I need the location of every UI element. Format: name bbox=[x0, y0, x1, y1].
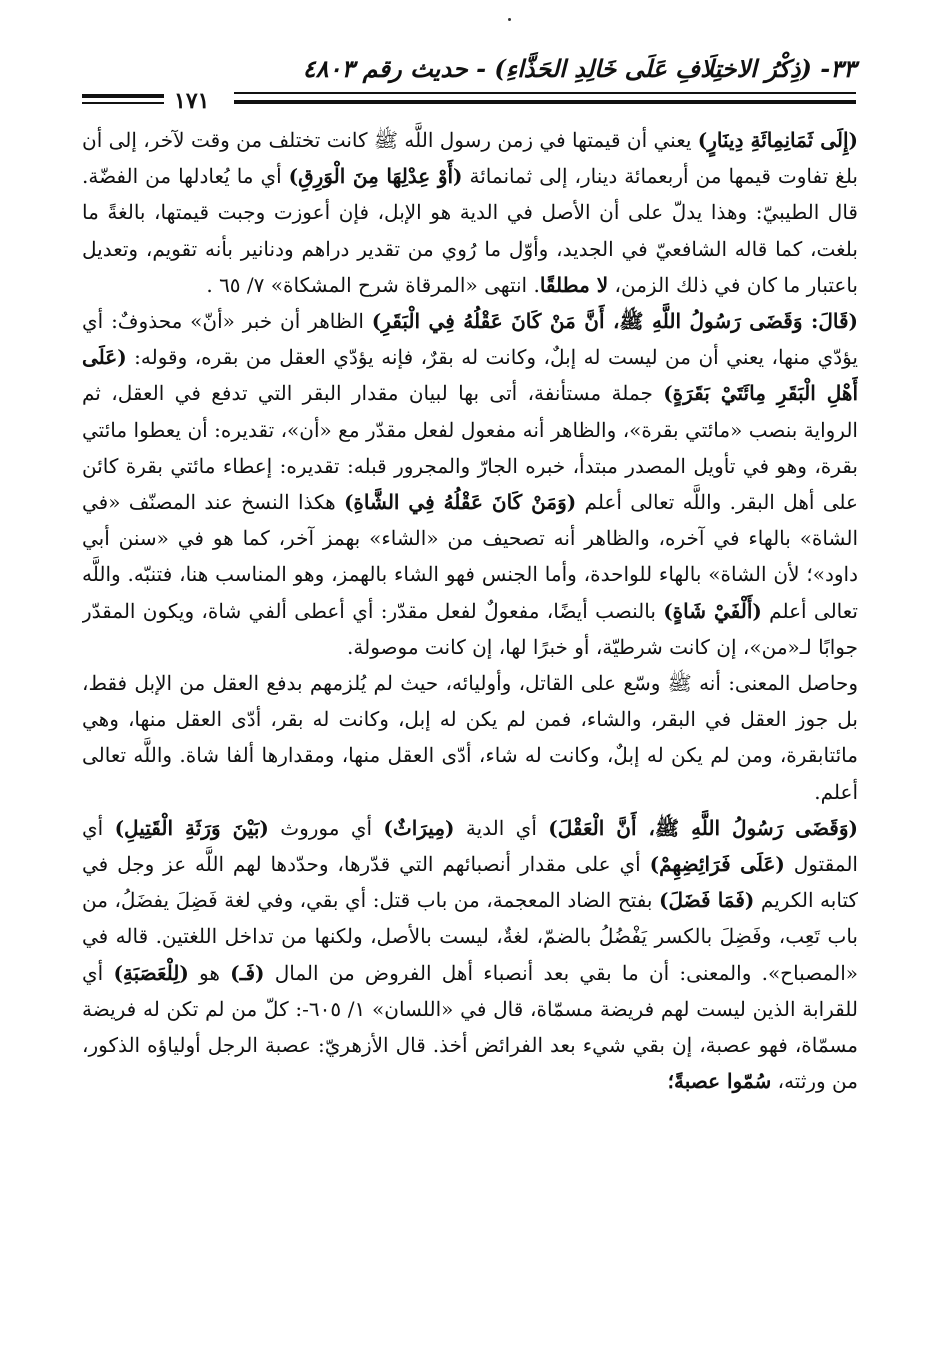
paragraph bbox=[82, 122, 858, 303]
page-number: ١٧١ bbox=[174, 88, 210, 114]
page-speck bbox=[508, 18, 511, 21]
commentary-text: أي المقتول bbox=[82, 815, 858, 877]
commentary-text: أي موروث bbox=[268, 815, 384, 840]
quoted-hadith-text: (مِيرَاثٌ) bbox=[383, 815, 455, 840]
quoted-hadith-text: (بَيْنَ وَرَثَةِ الْقَتِيلِ) bbox=[114, 815, 269, 840]
commentary-text: أي للقرابة الذين ليست لهم فريضة مسمّاة، قال في «اللسان» ١/ ٦٠٥-: كلّ من لم تكن له فريضة مسمّاة، فهو عصبة، إن بقي شيء بعد الفرائض أخذ. قال الأزهريّ: عصبة الرجل أولياؤه الذكور، من ورثته، bbox=[82, 960, 858, 1094]
header-rule-right-thick bbox=[234, 100, 856, 104]
paragraph bbox=[82, 810, 858, 1100]
commentary-text: جملة مستأنفة، أتى بها لبيان مقدار البقر التي تدفع في العقل، ثم الرواية بنصب «مائتي بقرة»، والظاهر أنه مفعول لفعل مقدّر مع «أن»، تقديره: أن يعطوا مائتي بقرة، وهو في تأويل المصدر مبتدأ، خبره الجارّ والمجرور قبله: تقديره: إعطاء مائتي بقرة كائن على أهل البقر. واللَّه تعالى أعلم bbox=[82, 381, 858, 515]
header-title: ٣٣- (ذِكْرُ الاختِلَافِ عَلَى خَالِدِ الحَذَّاءِ) - حديث رقم ٤٨٠٣ bbox=[302, 54, 856, 83]
quoted-hadith-text: (فَـ) bbox=[230, 960, 265, 985]
quoted-hadith-text: سُمّوا عصبةً؛ bbox=[667, 1069, 772, 1094]
commentary-text: أي الدية bbox=[454, 815, 549, 840]
commentary-text: الظاهر أن خبر «أنّ» محذوفٌ: أي يؤدّي منها، يعني أن من ليست له إبلٌ، وكانت له بقرٌ، فإنه يؤدّي العقل من بقره، وقوله: bbox=[82, 309, 858, 370]
quoted-hadith-text: (إِلَى ثَمَانِمِائَةِ دِينَارٍ) bbox=[697, 128, 858, 152]
commentary-text: . انتهى «المرقاة شرح المشكاة» ٧/ ٦٥ . bbox=[206, 272, 540, 297]
header-rule-left-thin bbox=[82, 102, 164, 104]
commentary-text: هكذا النسخ عند المصنّف «في الشاة» بالهاء في آخره، والظاهر أنه تصحيف من «الشاء» بهمز آخر، كما هو في «سنن أبي داود»؛ لأن الشاة» بالهاء للواحدة، وأما الجنس فهو الشاء بالهمز، وهو المناسب هنا، فتنبّه. واللَّه تعالى أعلم bbox=[82, 490, 858, 623]
commentary-text: هو bbox=[188, 960, 231, 985]
quoted-hadith-text: (وَقَضَى رَسُولُ اللَّهِ ﷺ، أَنَّ الْعَقْلَ) bbox=[548, 815, 858, 840]
quoted-hadith-text: (أَوْ عِدْلِهَا مِنَ الْوَرِقِ) bbox=[288, 164, 463, 189]
quoted-hadith-text: (أَلْفَيْ شَاةٍ) bbox=[663, 598, 762, 623]
body-text bbox=[82, 122, 858, 1362]
quoted-hadith-text: لا مطلقًا bbox=[539, 272, 609, 297]
quoted-hadith-text: (قَالَ: وَقَضَى رَسُولُ اللَّهِ ﷺ، أَنَّ مَنْ كَانَ عَقْلُهُ فِي الْبَقَرِ) bbox=[371, 309, 858, 334]
quoted-hadith-text: (عَلَى فَرَائِضِهِمْ) bbox=[649, 852, 785, 877]
quoted-hadith-text: (فَمَا فَضَلَ) bbox=[659, 888, 755, 913]
commentary-text: أي ما يُعادلها من الفضّة. قال الطيبيّ: وهذا يدلّ على أن الأصل في الدية هو الإبل، فإن أعوزت وجبت قيمتها، بالغةً ما بلغت، كما قاله الشافعيّ في الجديد، وأوّل ما رُوي من تقدير دراهم ودنانير بأنه تقويم، وتعديل باعتبار ما كان في ذلك الزمن، bbox=[82, 164, 858, 297]
header-rule-right-thin bbox=[234, 92, 856, 94]
paragraph bbox=[82, 303, 858, 665]
commentary-text: يعني أن قيمتها في زمن رسول اللَّه ﷺ كانت تختلف من وقت لآخر، إلى أن بلغ تفاوت قيمها من أربعمائة دينار، إلى ثمانمائة bbox=[82, 128, 858, 189]
paragraph bbox=[82, 665, 858, 810]
running-header bbox=[82, 48, 856, 114]
header-rule-left-thick bbox=[82, 94, 164, 98]
commentary-text: بفتح الضاد المعجمة، من باب قتل: أي بقي، وفي لغة فَضِلَ يفضَلُ، من باب تَعِب، وفَضِلَ بالكسر يَفْضُلُ بالضمّ، لغةٌ، ليست بالأصل، ولكنها من تداخل اللغتين. قاله في «المصباح». والمعنى: أن ما بقي بعد أنصباء أهل الفروض من المال bbox=[82, 888, 858, 985]
quoted-hadith-text: (وَمَنْ كَانَ عَقْلُهُ فِي الشَّاةِ) bbox=[343, 490, 577, 515]
commentary-text: بالنصب أيضًا، مفعولٌ لفعل مقدّر: أي أعطى ألفي شاة، ويكون المقدّر جوابًا لـ«من»، إن كانت شرطيّة، أو خبرًا لها، إن كانت موصولة. bbox=[82, 598, 858, 659]
quoted-hadith-text: (لِلْعَصَبَةِ) bbox=[113, 960, 189, 985]
quoted-hadith-text: (عَلَى أَهْلِ الْبَقَرِ مِائَتَيْ بَقَرَةٍ) bbox=[82, 345, 858, 406]
commentary-text: وحاصل المعنى: أنه ﷺ وسّع على القاتل، وأوليائه، حيث لم يُلزمهم بدفع العقل من الإبل فقط، بل جوز العقل في البقر، والشاء، فمن لم يكن له إبل، وكانت له بقر، أدّى العقل منها، وهي مائتابقرة، ومن لم يكن له إبلٌ، وكانت له شاء، أدّى العقل منها، ومقدارها ألفا شاة. واللَّه تعالى أعلم. bbox=[82, 671, 858, 804]
commentary-text: أي على مقدار أنصبائهم التي قدّرها، وحدّدها لهم اللَّه عز وجل في كتابه الكريم bbox=[82, 852, 858, 913]
